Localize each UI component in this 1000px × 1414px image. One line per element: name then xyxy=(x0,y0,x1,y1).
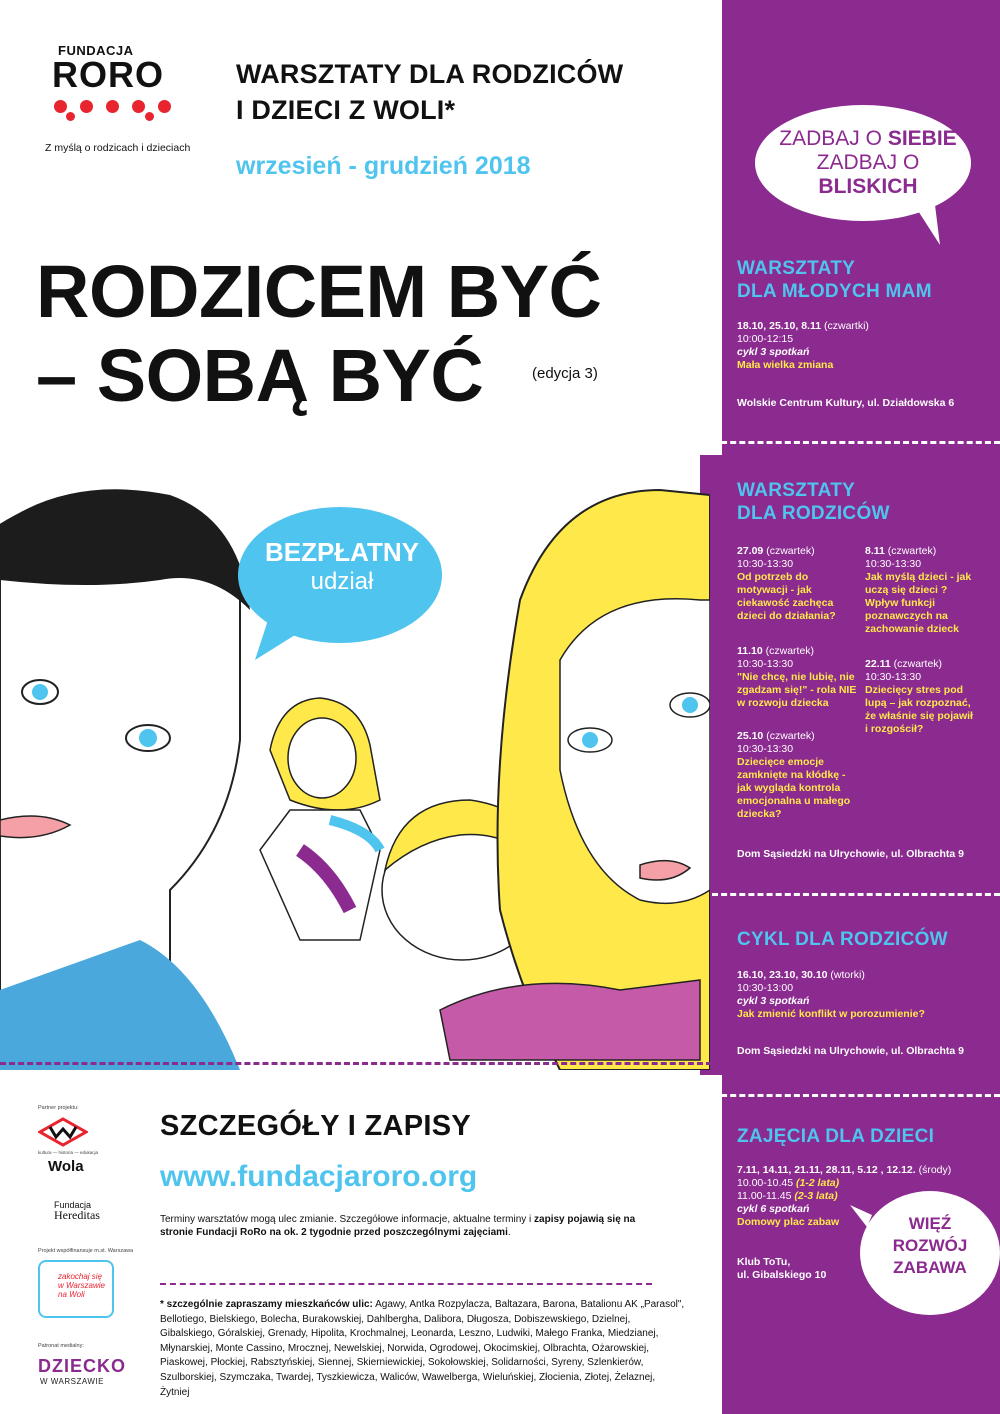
dziecko-sublabel: W WARSZAWIE xyxy=(40,1377,105,1386)
parents-workshops-place: Dom Sąsiedzki na Ulrychowie, ul. Olbrachta 9 xyxy=(737,848,964,860)
logo-name: RORO xyxy=(52,54,164,95)
logo-tagline: Z myślą o rodzicach i dzieciach xyxy=(45,142,191,154)
wola-tagline: kultura — historia — edukacja xyxy=(38,1150,99,1155)
parents-cycle-place: Dom Sąsiedzki na Ulrychowie, ul. Olbrachta 9 xyxy=(737,1045,964,1057)
free-bubble-text: BEZPŁATNY udział xyxy=(264,537,420,595)
parents-cycle-details: 16.10, 23.10, 30.10 (wtorki) 10:30-13:00 cykl 3 spotkań Jak zmienić konflikt w porozumienie? xyxy=(737,969,925,1020)
edition-label: (edycja 3) xyxy=(532,365,598,382)
workshop-item: 8.11 (czwartek) 10:30-13:30 Jak myślą dzieci - jak uczą się dzieci ? Wpływ funkcji poznawczych na zachowanie dzieck xyxy=(865,545,972,635)
kids-place: Klub ToTu, ul. Gibalskiego 10 xyxy=(737,1256,827,1281)
warsaw-logo: zakochaj się w Warszawie na Woli xyxy=(38,1260,114,1318)
workshop-item: 11.10 (czwartek) 10:30-13:30 "Nie chcę, nie lubię, nie zgadzam się!" - rola NIE w rozwoju dziecka xyxy=(737,645,857,709)
partner-label: Partner projektu: xyxy=(38,1105,79,1111)
website-link[interactable]: www.fundacjaroro.org xyxy=(160,1160,478,1193)
signup-title: SZCZEGÓŁY I ZAPISY xyxy=(160,1110,472,1142)
values-text: WIĘŹ ROZWÓJ ZABAWA xyxy=(892,1214,968,1277)
date-range: wrzesień - grudzień 2018 xyxy=(236,152,531,180)
young-moms-details: 18.10, 25.10, 8.11 (czwartki) 10:00-12:15 cykl 3 spotkań Mała wielka zmiana xyxy=(737,320,869,371)
wola-logo-icon xyxy=(38,1117,88,1147)
dziecko-logo: DZIECKO xyxy=(38,1356,126,1376)
kids-title: ZAJĘCIA DLA DZIECI xyxy=(737,1126,935,1147)
sidebar-divider xyxy=(712,893,1000,896)
workshop-item: 22.11 (czwartek) 10:30-13:30 Dziecięcy stres pod lupą – jak rozpoznać, że właśnie się pojawił i rozgościł? xyxy=(865,658,973,735)
workshop-item: 27.09 (czwartek) 10:30-13:30 Od potrzeb do motywacji - jak ciekawość zachęca dzieci do działania? xyxy=(737,545,836,622)
motto-text: ZADBAJ O SIEBIE ZADBAJ O BLISKICH xyxy=(779,127,957,198)
media-label: Patronat medialny: xyxy=(38,1343,84,1349)
sidebar-divider xyxy=(712,1094,1000,1097)
young-moms-place: Wolskie Centrum Kultury, ul. Działdowska 6 xyxy=(737,397,955,409)
young-moms-title: WARSZTATY DLA MŁODYCH MAM xyxy=(737,258,932,302)
parents-workshops-title: WARSZTATY DLA RODZICÓW xyxy=(737,480,890,524)
streets-note: * szczególnie zapraszamy mieszkańców ulic: Agawy, Antka Rozpylacza, Baltazara, Barona, Batalionu AK „Parasol", Bellotiego, Bielskiego, Bolecha, Burakowskiej, Dahlbergha, Dalibora, Długosza, Dobiszewskiego, Dzielnej, Gibalskiego, Góralskiej, Grenady, Hipolita, Krochmalnej, Leonarda, Leszno, Ludwiki, Małego Franka, Miedzianej, Młynarskiej, Monte Cassino, Mrocznej, Newelskiej, Norwida, Ogrodowej, Okocimskiej, Olbrachta, Ożarowskiej, Piaskowej, Płockiej, Rabsztyńskiej, Siennej, Skierniewickiej, Sokołowskiej, Solidarności, Syreny, Szlenkierów, Szulborskiej, Szymczaka, Twardej, Tyszkiewicza, Waliców, Wawelberga, Wieluńskiej, Złocienia, Złotej, Żelaznej, Żytniej xyxy=(160,1299,685,1398)
cofinance-label: Projekt współfinansuje m.st. Warszawa xyxy=(38,1248,134,1254)
notes-divider xyxy=(160,1283,652,1285)
signup-info: Terminy warsztatów mogą ulec zmianie. Szczegółowe informacje, aktualne terminy i zapisy pojawią się na stronie Fundacji RoRo na ok. 2 tygodnie przed poszczególnymi zajęciami. xyxy=(160,1214,636,1238)
hereditas-logo: Fundacja Hereditas xyxy=(54,1200,100,1222)
workshop-item: 25.10 (czwartek) 10:30-13:30 Dziecięce emocje zamknięte na kłódkę - jak wygląda kontrola emocjonalna u małego dziecka? xyxy=(737,730,851,820)
parents-cycle-title: CYKL DLA RODZICÓW xyxy=(737,929,948,950)
wola-logo-text: Wola xyxy=(48,1158,84,1175)
sidebar-divider xyxy=(712,441,1000,444)
logo-foundation-label: FUNDACJA xyxy=(58,43,134,58)
headline: RODZICEM BYĆ – SOBĄ BYĆ xyxy=(36,250,602,417)
section-divider xyxy=(0,1062,712,1065)
kids-details: 7.11, 14.11, 21.11, 28.11, 5.12 , 12.12. (środy) 10.00-10.45 (1-2 lata) 11.00-11.45 (2-3 lata) cykl 6 spotkań Domowy plac zabaw xyxy=(737,1164,952,1228)
page-title: WARSZTATY DLA RODZICÓW I DZIECI Z WOLI* xyxy=(236,59,624,125)
